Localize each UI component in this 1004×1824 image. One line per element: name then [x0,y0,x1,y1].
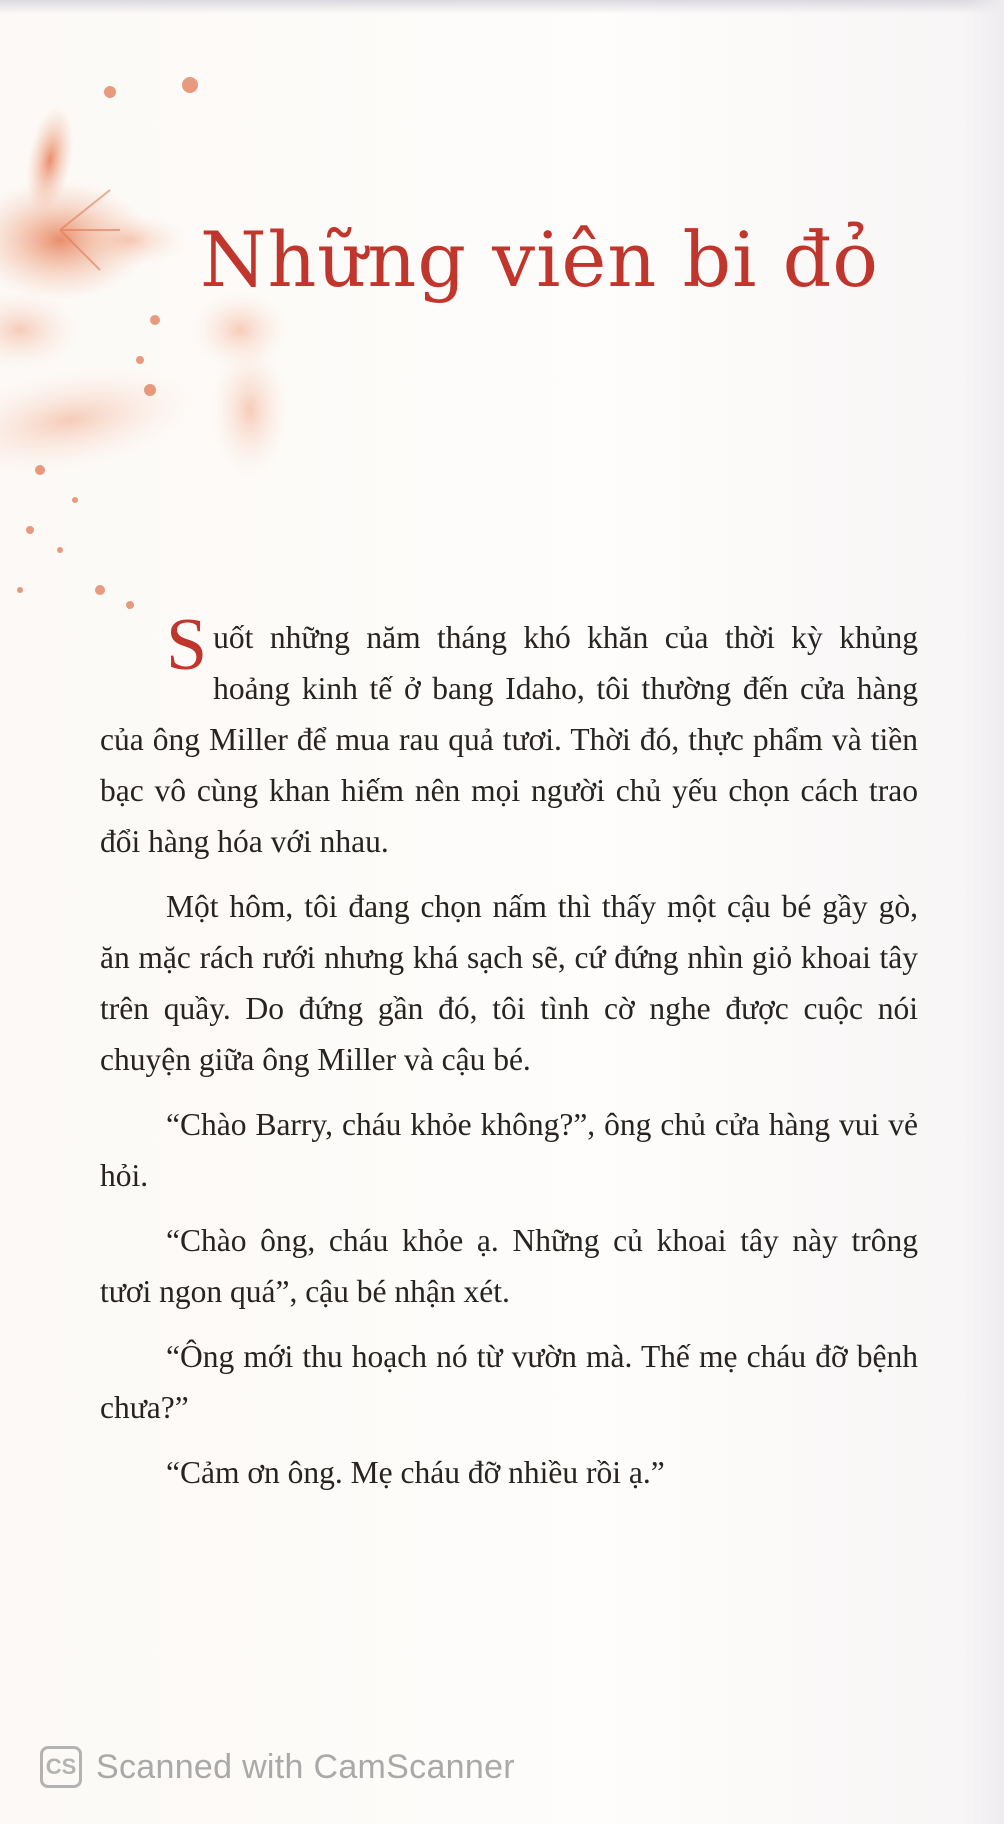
paragraph-6: “Cảm ơn ông. Mẹ cháu đỡ nhiều rồi ạ.” [166,1455,665,1490]
paragraph-1-text: uốt những năm tháng khó khăn của thời kỳ khủng hoảng kinh tế ở bang Idaho, tôi thường đến cửa hàng của ông Miller để mua rau quả tươi. Thời đó, thực phẩm và tiền bạc vô cùng khan hiếm nên mọi người chủ yếu chọn cách trao đổi hàng hóa với nhau. [100,620,918,859]
page-right-edge [964,0,1004,1824]
paragraph-1 [100,604,918,867]
paragraph-3: “Chào Barry, cháu khỏe không?”, ông chủ cửa hàng vui vẻ hỏi. [100,1107,918,1193]
page-title: Những viên bi đỏ [200,215,879,304]
paragraph-4: “Chào ông, cháu khỏe ạ. Những củ khoai tây này trông tươi ngon quá”, cậu bé nhận xét. [100,1223,918,1309]
flower-decoration-icon [0,30,340,630]
page-top-shadow [0,0,1004,14]
watermark-text: Scanned with CamScanner [96,1747,515,1786]
body-text [100,604,918,1512]
camscanner-watermark [40,1742,515,1792]
camscanner-logo-icon: CS [40,1746,82,1788]
paragraph-2: Một hôm, tôi đang chọn nấm thì thấy một cậu bé gầy gò, ăn mặc rách rưới nhưng khá sạch sẽ, cứ đứng nhìn giỏ khoai tây trên quầy. Do đứng gần đó, tôi tình cờ nghe được cuộc nói chuyện giữa ông Miller và cậu bé. [100,889,918,1077]
paragraph-5: “Ông mới thu hoạch nó từ vườn mà. Thế mẹ cháu đỡ bệnh chưa?” [100,1339,918,1425]
drop-cap: S [166,604,208,686]
